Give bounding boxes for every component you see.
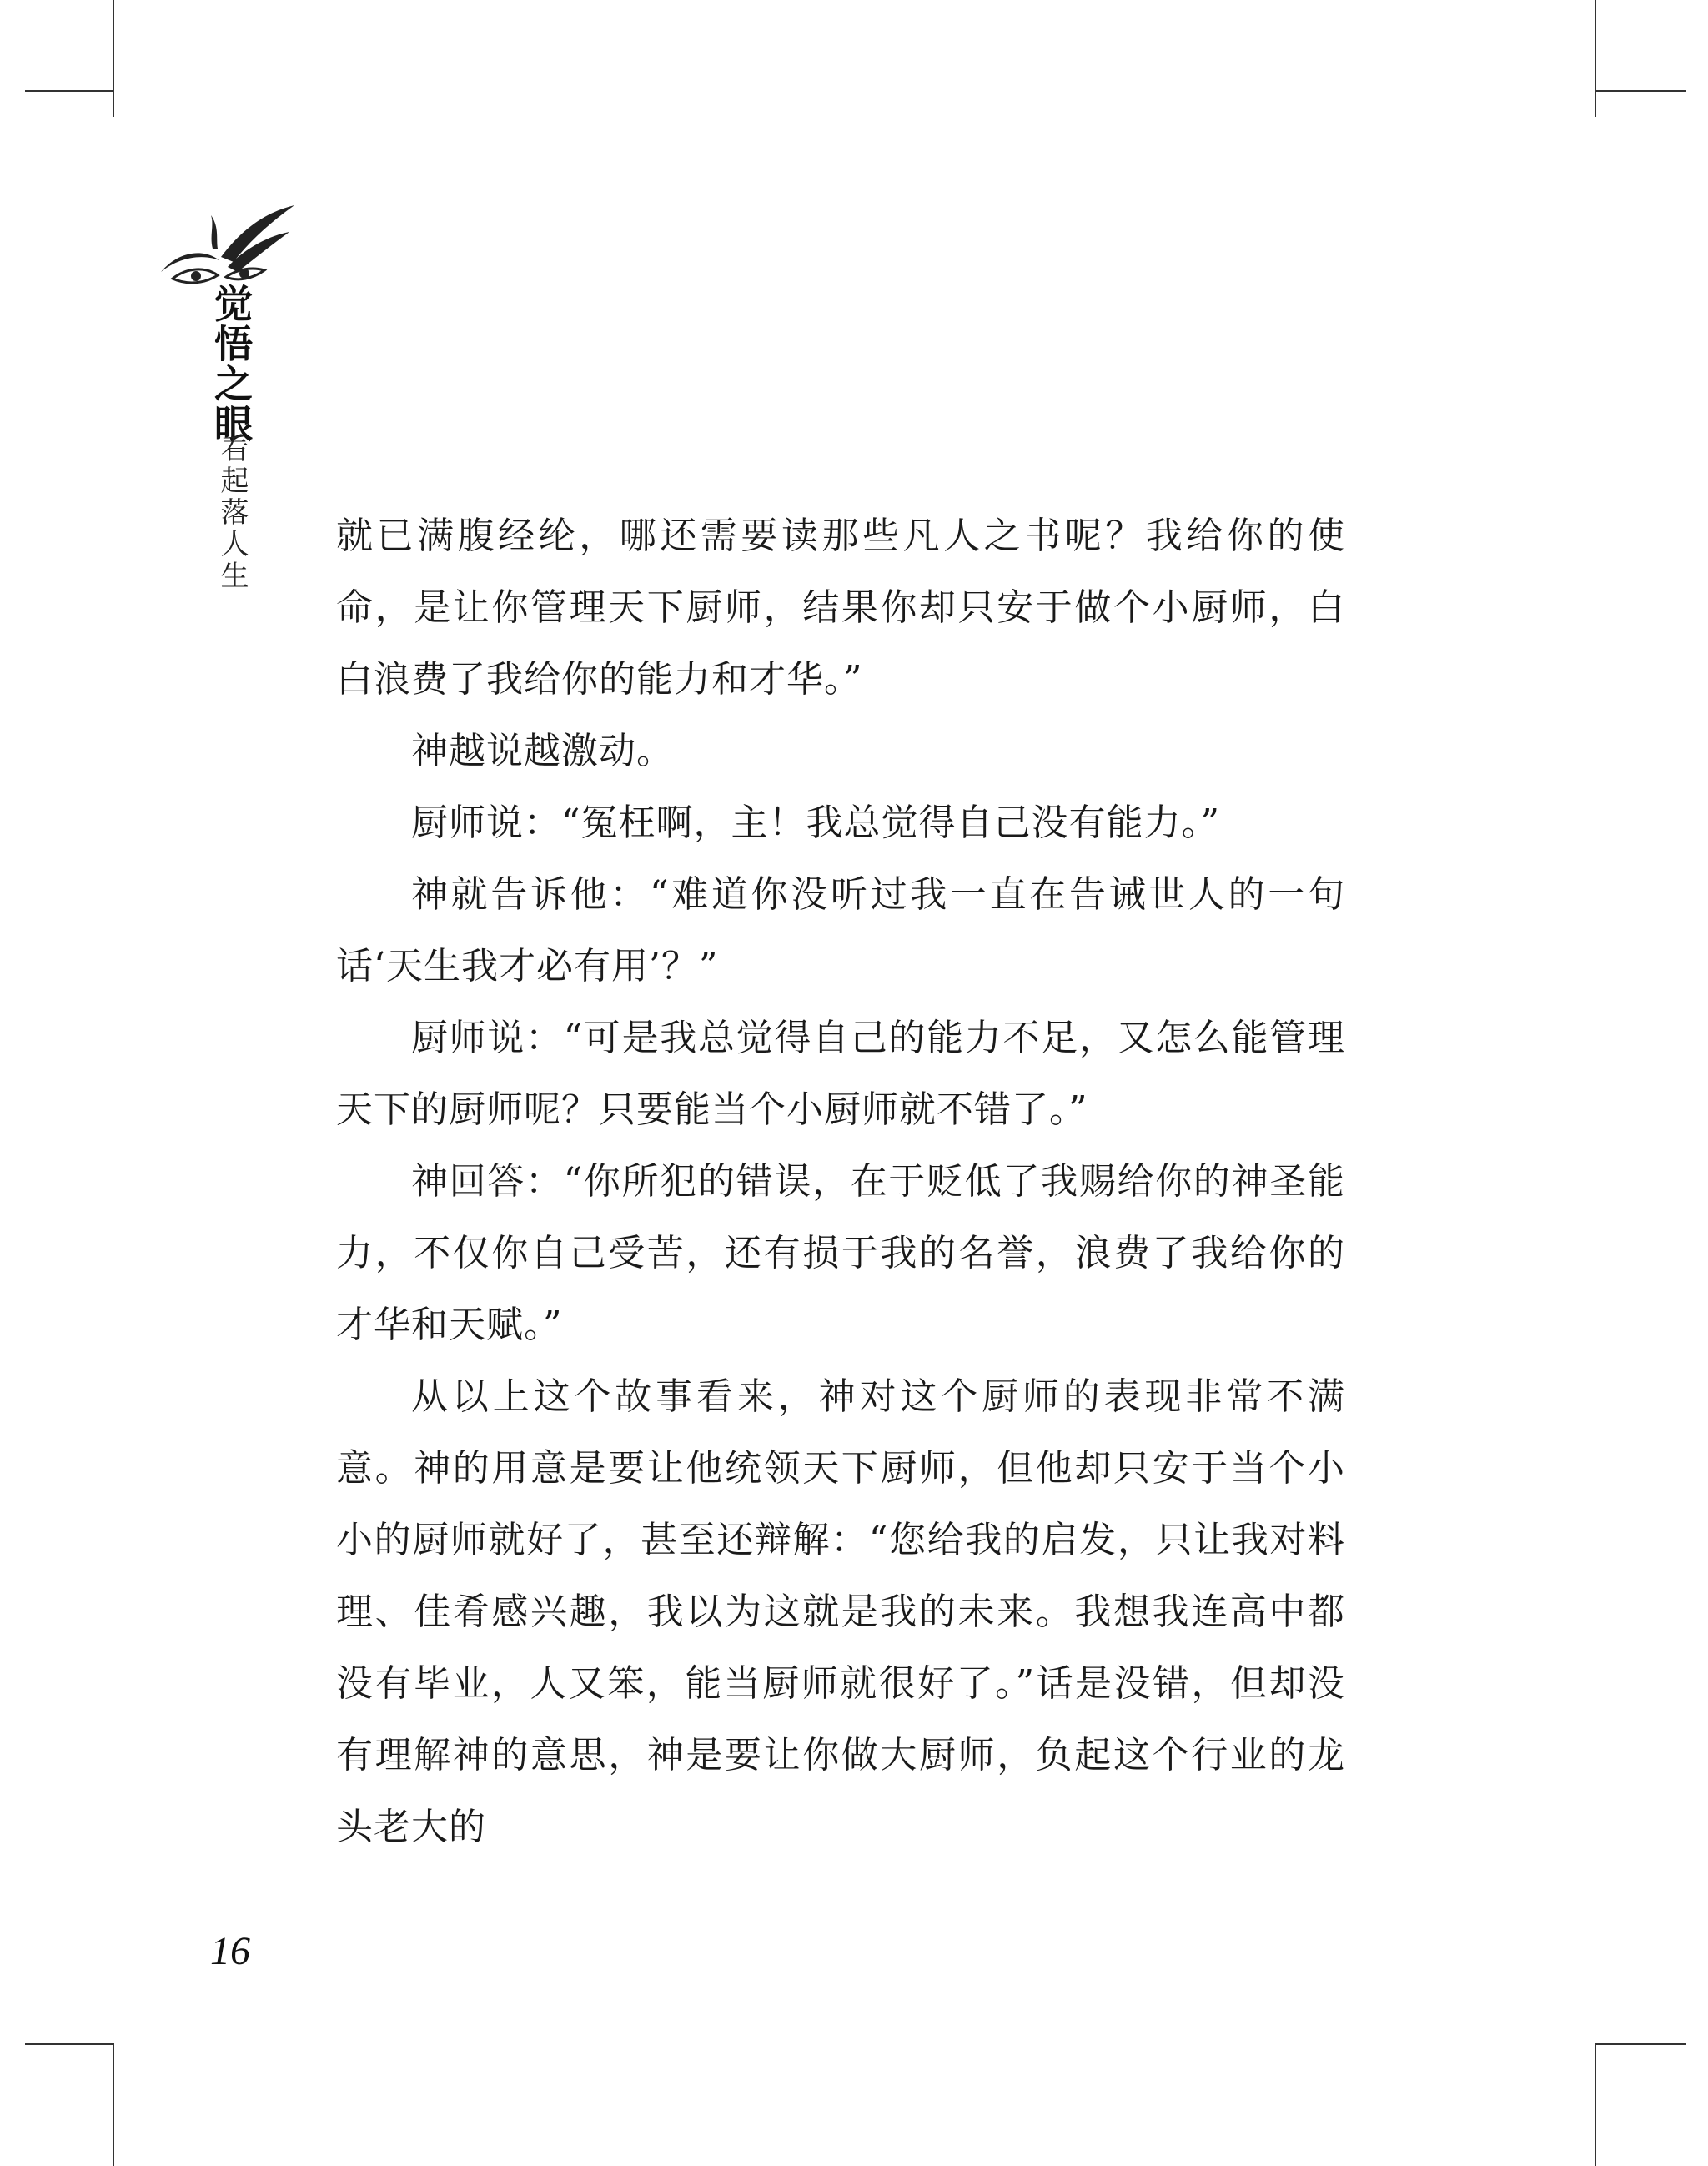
book-title: 觉悟之眼 [208,284,254,444]
paragraph: 神就告诉他：“难道你没听过我一直在告诫世人的一句话‘天生我才必有用’？” [336,873,1345,988]
paragraph: 神回答：“你所犯的错误，在于贬低了我赐给你的神圣能力，不仅你自己受苦，还有损于我的名誉，浪费了我给你的才华和天赋。” [336,1160,1345,1346]
eyes-emblem-icon [154,199,296,290]
paragraph: 从以上这个故事看来，神对这个厨师的表现非常不满意。神的用意是要让他统领天下厨师，但他却只安于当个小小的厨师就好了，甚至还辩解：“您给我的启发，只让我对料理、佳肴感兴趣，我以为这就是我的未来。我想我连高中都没有毕业，人又笨，能当厨师就很好了。”话是没错，但却没有理解神的意思，神是要让你做大厨师，负起这个行业的龙头老大的 [336,1375,1345,1848]
crop-mark [25,2043,113,2045]
paragraph: 厨师说：“可是我总觉得自己的能力不足，又怎么能管理天下的厨师呢？只要能当个小厨师就不错了。” [336,1017,1345,1131]
crop-mark [113,0,114,117]
body-text [336,500,1345,1863]
crop-mark [1595,2043,1596,2166]
paragraph: 神越说越激动。 [411,730,674,772]
crop-mark [1595,2043,1686,2045]
crop-mark [25,90,113,92]
crop-mark [1595,90,1686,92]
crop-mark [113,2043,114,2166]
paragraph: 就已满腹经纶，哪还需要读那些凡人之书呢？我给你的使命，是让你管理天下厨师，结果你却只安于做个小厨师，白白浪费了我给你的能力和才华。” [336,515,1345,701]
paragraph: 厨师说：“冤枉啊，主！我总觉得自己没有能力。” [411,802,1220,844]
page-number: 16 [210,1929,250,1973]
book-subtitle: 看起落人生 [215,434,249,592]
crop-mark [1595,0,1596,117]
